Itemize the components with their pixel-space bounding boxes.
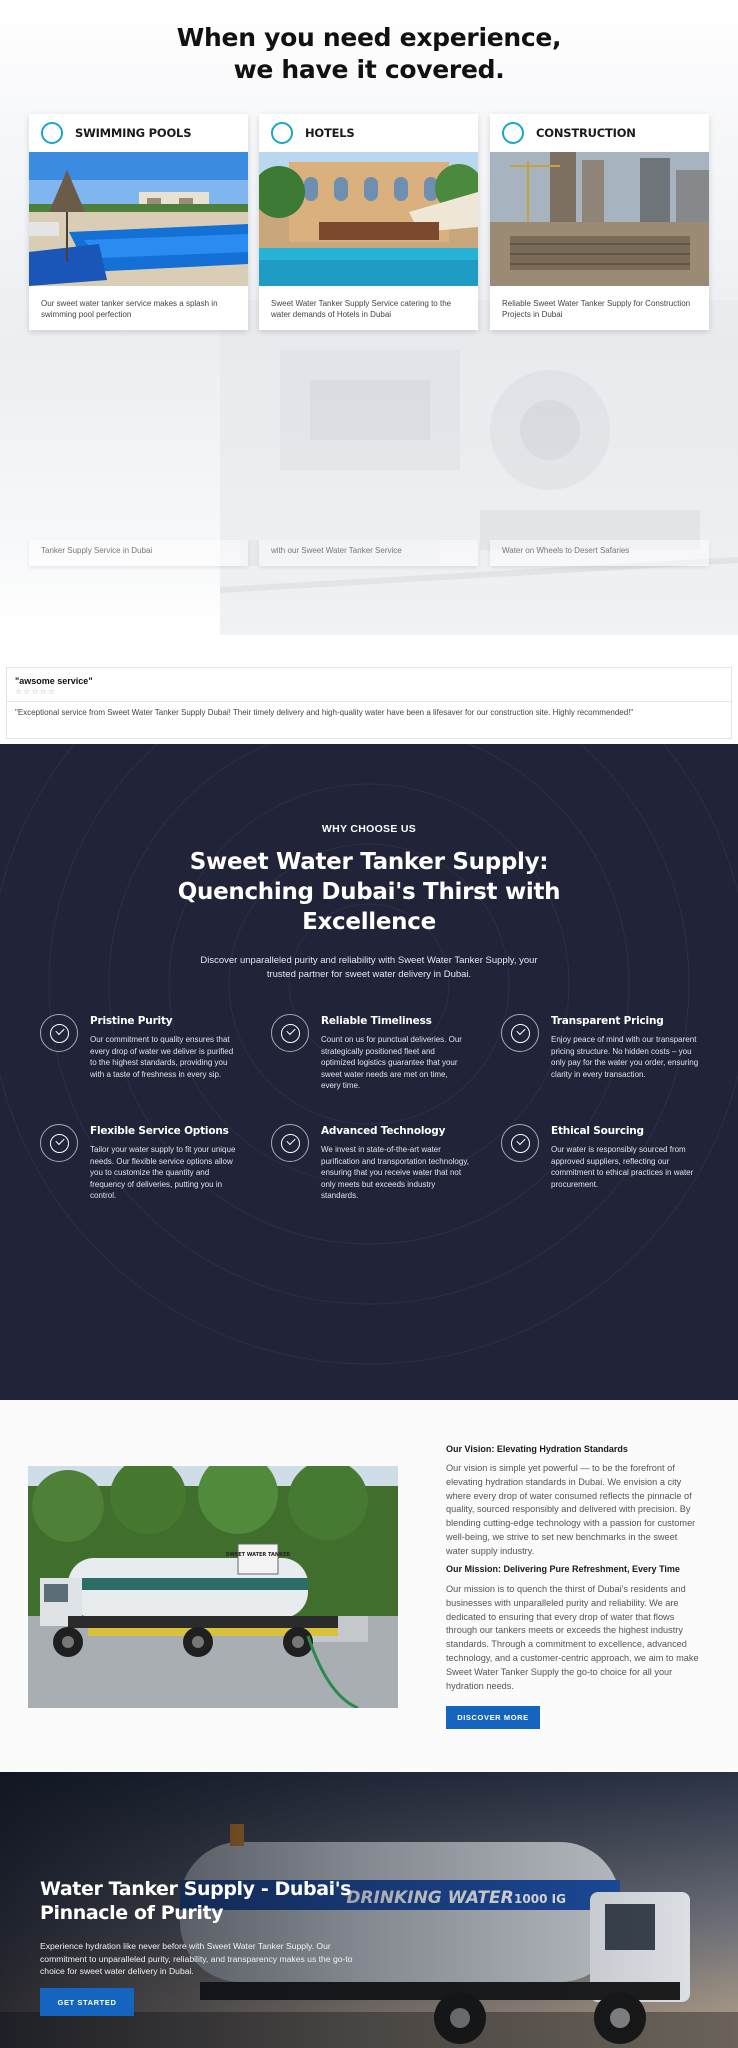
check-circle-icon — [271, 1124, 309, 1162]
hero-title: Water Tanker Supply - Dubai's Pinnacle of Purity — [40, 1878, 352, 1924]
service-name: SWIMMING POOLS — [75, 126, 192, 140]
feature-title: Ethical Sourcing — [551, 1125, 644, 1137]
vision-text: Our vision is simple yet powerful — to be the forefront of elevating hydration standards in Dubai. We envision a city where every drop of water consumed reflects the pinnacle of quality, sourced responsibly and delivered with precision. By blending cutting-edge technology with a passion for customer well-being, we strive to set new benchmarks in the sweet water supply industry. — [446, 1463, 696, 1556]
service-card-construction[interactable] — [490, 114, 709, 330]
divider — [7, 701, 731, 702]
hotel-pool-image — [259, 152, 478, 286]
feature-title: Advanced Technology — [321, 1125, 446, 1137]
experience-section — [0, 0, 738, 635]
service-card-hotels[interactable] — [259, 114, 478, 330]
review-text: "Exceptional service from Sweet Water Tanker Supply Dubai! Their timely delivery and high-quality water have been a lifesaver for our construction site. Highly recommended!" — [15, 708, 634, 717]
review-card — [6, 667, 732, 739]
mission-text: Our mission is to quench the thirst of Dubai's residents and businesses with unparalleled purity and reliability. We are dedicated to ensuring that every drop of water that flows through our tankers meets or exceeds the highest industry standards. Through a commitment to excellence, advanced technology, and a customer-centric approach, we aim to make Sweet Water Tanker Supply the go-to choice for all your hydration needs. — [446, 1584, 699, 1691]
partial-card-text: with our Sweet Water Tanker Service — [271, 546, 402, 555]
water-tanker-truck-image — [28, 1466, 398, 1708]
mission-heading: Our Mission: Delivering Pure Refreshment, Every Time — [446, 1564, 680, 1574]
circle-icon — [271, 122, 293, 144]
why-title: Sweet Water Tanker Supply: Quenching Dubai's Thirst with Excellence — [177, 849, 561, 935]
partial-service-card[interactable] — [29, 540, 248, 566]
feature-description: Count on us for punctual deliveries. Our strategically positioned fleet and optimized logistics guarantee that your sweet water needs are met on time, every time. — [321, 1035, 462, 1090]
circle-icon — [41, 122, 63, 144]
section-kicker: WHY CHOOSE US — [321, 823, 417, 835]
service-description: Our sweet water tanker service makes a splash in swimming pool perfection — [41, 299, 218, 319]
partial-card-text: Water on Wheels to Desert Safaries — [502, 546, 630, 555]
check-circle-icon — [40, 1014, 78, 1052]
experience-title — [0, 22, 738, 86]
partial-service-card[interactable] — [259, 540, 478, 566]
service-card-swimming-pools[interactable] — [29, 114, 248, 330]
circle-icon — [502, 122, 524, 144]
partial-service-card[interactable] — [490, 540, 709, 566]
get-started-button[interactable]: GET STARTED — [40, 1988, 134, 2016]
service-description: Sweet Water Tanker Supply Service catering to the water demands of Hotels in Dubai — [271, 299, 452, 319]
check-circle-icon — [271, 1014, 309, 1052]
construction-site-image — [490, 152, 709, 286]
check-circle-icon — [501, 1124, 539, 1162]
feature-description: Enjoy peace of mind with our transparent pricing structure. No hidden costs – you only pay for the water you order, ensuring clarity in every transaction. — [551, 1035, 699, 1079]
vision-heading: Our Vision: Elevating Hydration Standards — [446, 1444, 628, 1454]
discover-more-button[interactable]: DISCOVER MORE — [446, 1706, 540, 1729]
service-name: CONSTRUCTION — [536, 126, 636, 140]
truck-sign-text: SWEET WATER TANKER — [225, 1552, 291, 1558]
swimming-pool-image — [29, 152, 248, 286]
feature-title: Reliable Timeliness — [321, 1015, 432, 1027]
why-subtitle: Discover unparalleled purity and reliability with Sweet Water Tanker Supply, your trusted partner for sweet water delivery in Dubai. — [200, 955, 538, 980]
hero-banner — [0, 1772, 738, 2048]
check-circle-icon — [501, 1014, 539, 1052]
check-circle-icon — [40, 1124, 78, 1162]
star-rating-icon: ☆☆☆☆☆ — [15, 687, 56, 696]
service-name: HOTELS — [305, 126, 355, 140]
feature-title: Transparent Pricing — [551, 1015, 664, 1027]
feature-description: Our commitment to quality ensures that every drop of water we deliver is purified to the highest standards, providing you with a taste of freshness in every sip. — [90, 1035, 234, 1079]
feature-description: Our water is responsibly sourced from approved suppliers, reflecting our commitment to ethical practices in water procurement. — [551, 1145, 694, 1189]
vision-mission-section — [0, 1400, 738, 1772]
feature-description: Tailor your water supply to fit your unique needs. Our flexible service options allow you to customize the quantity and frequency of deliveries, putting you in control. — [90, 1145, 236, 1200]
partial-card-text: Tanker Supply Service in Dubai — [41, 546, 153, 555]
why-choose-us-section — [0, 744, 738, 1400]
feature-description: We invest in state-of-the-art water purification and transportation technology, ensuring that you receive water that not only meets but exceeds industry standards. — [321, 1145, 469, 1200]
review-title: "awsome service" — [15, 676, 93, 686]
experience-title-line1: When you need experience, — [176, 23, 562, 52]
experience-title-line2: we have it covered. — [233, 55, 505, 84]
feature-title: Pristine Purity — [90, 1015, 173, 1027]
feature-title: Flexible Service Options — [90, 1125, 229, 1137]
service-description: Reliable Sweet Water Tanker Supply for Construction Projects in Dubai — [502, 299, 691, 319]
hero-text: Experience hydration like never before with Sweet Water Tanker Supply. Our commitment to unparalleled purity, reliability, and transparency makes us the go-to choice for sweet water delivery in Dubai. — [40, 1941, 353, 1977]
